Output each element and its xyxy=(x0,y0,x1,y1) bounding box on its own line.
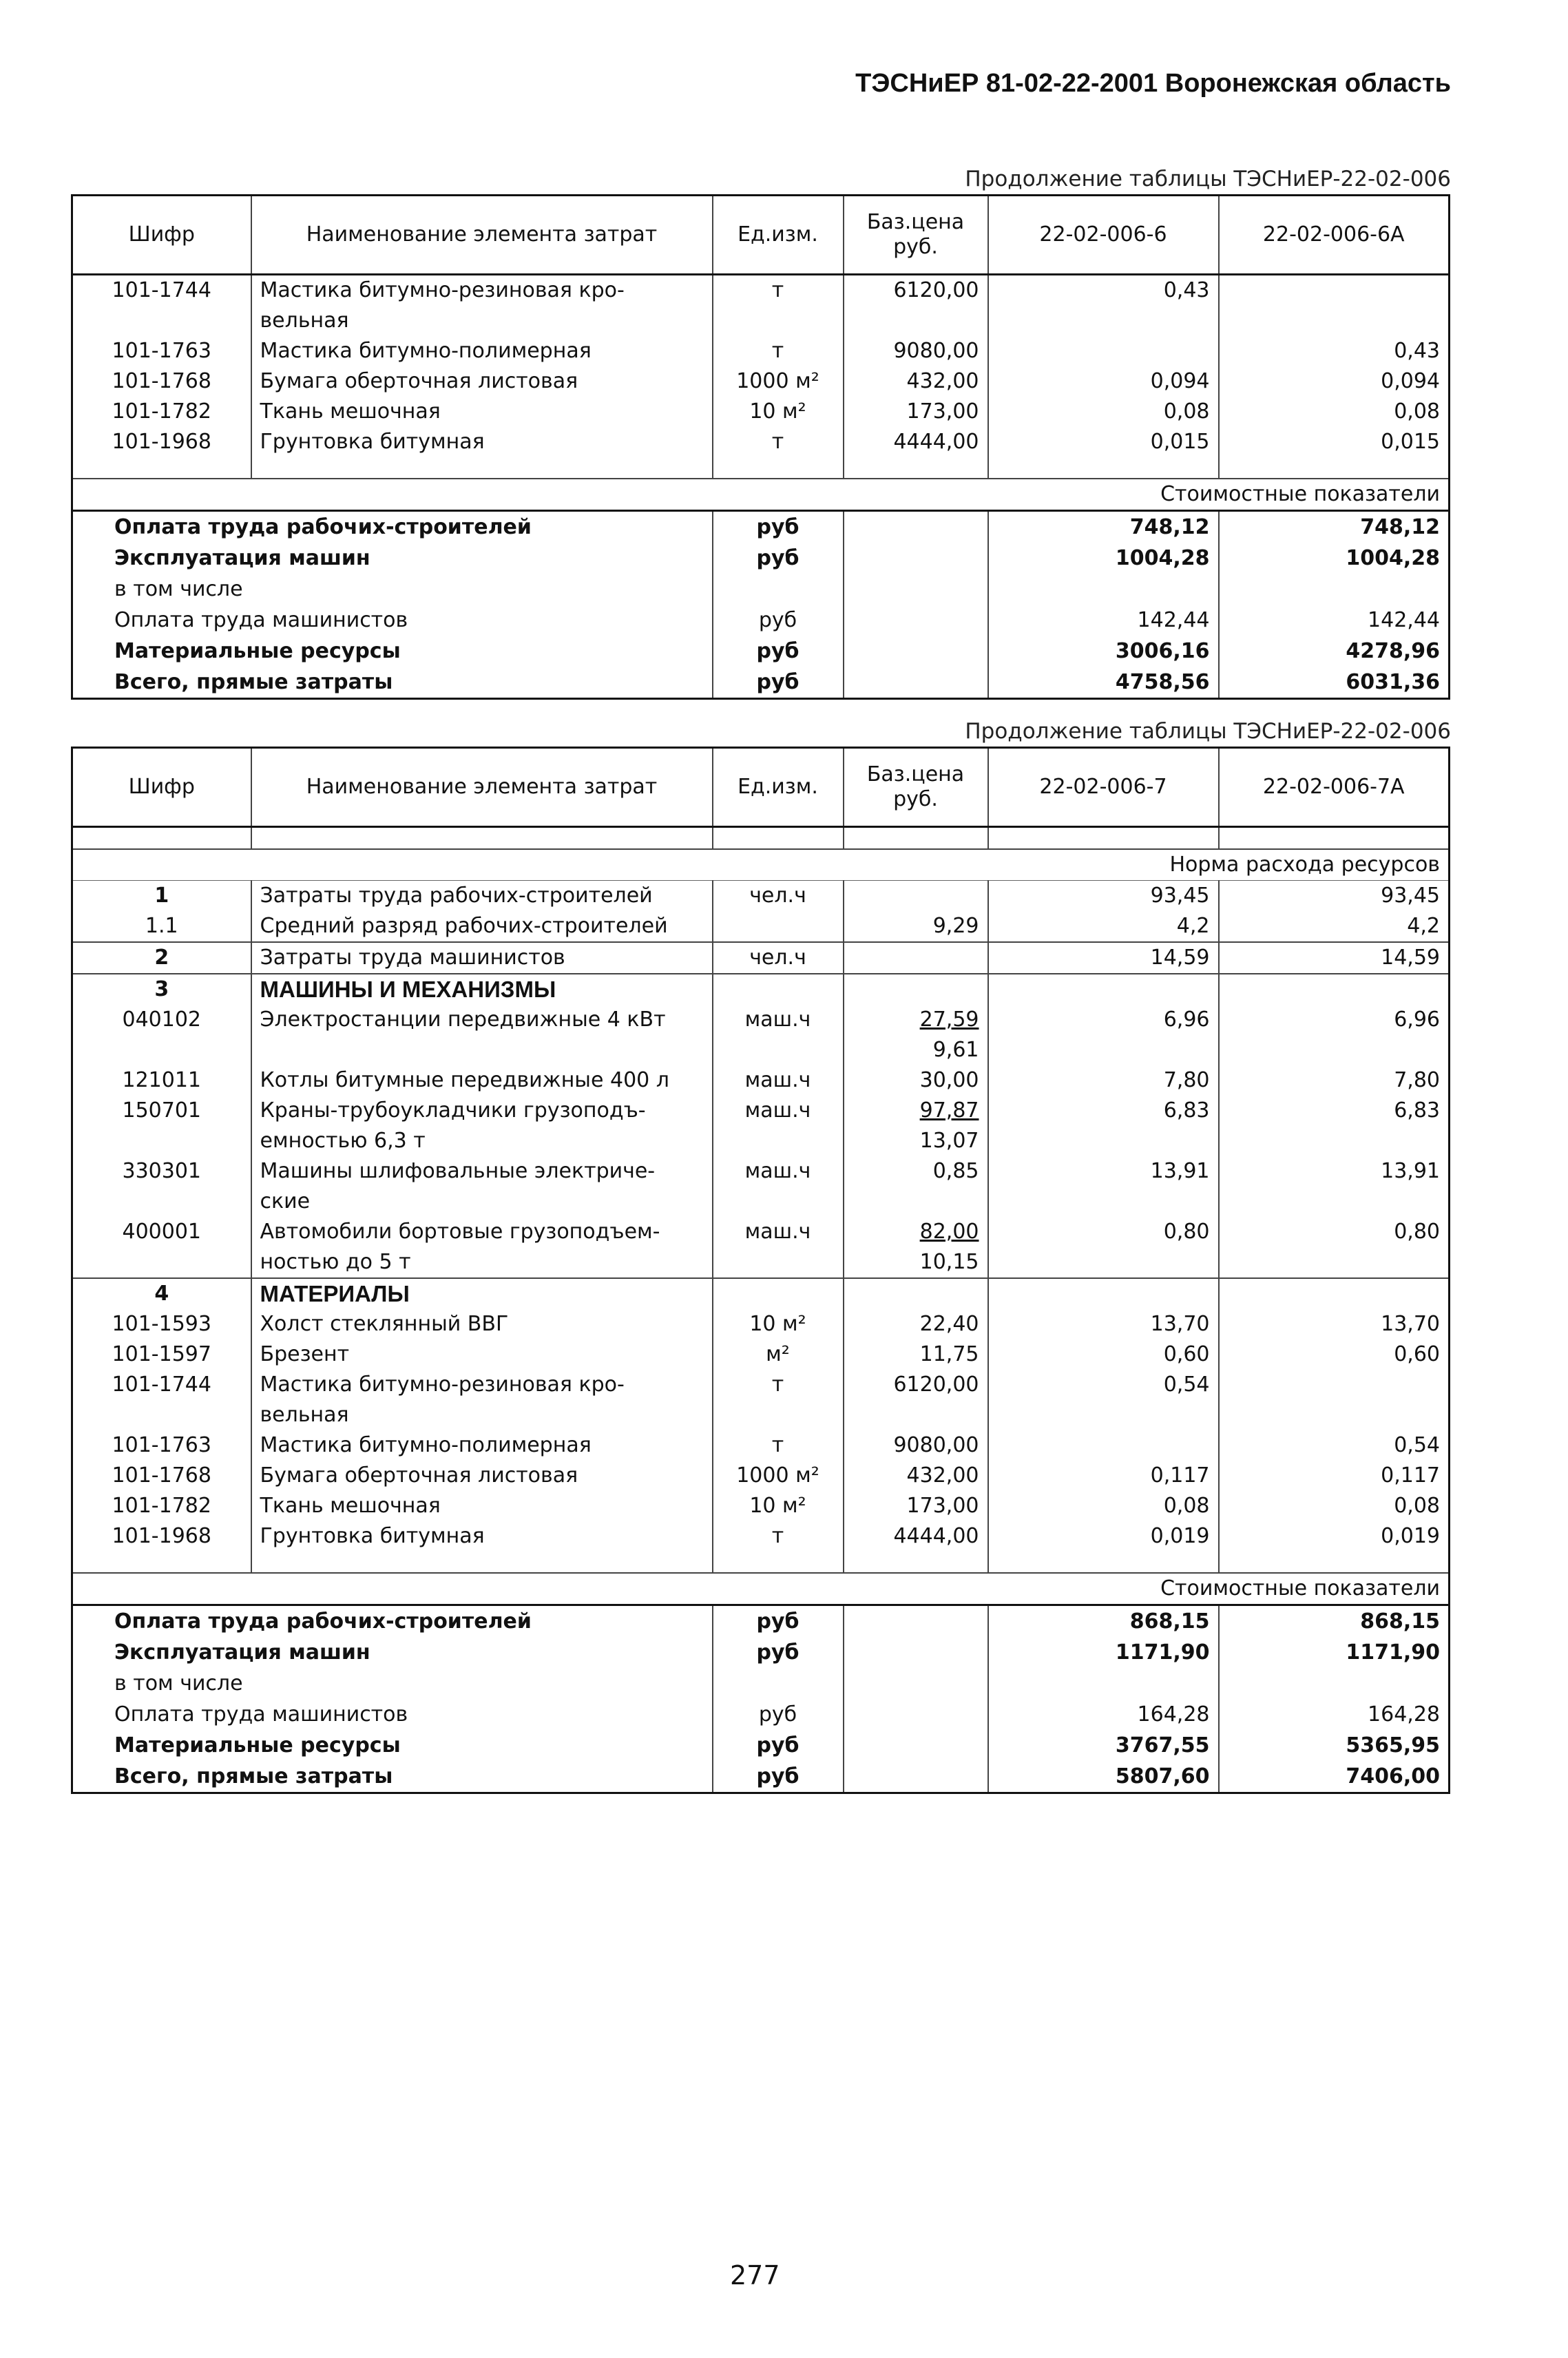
column-header: Баз.цена руб. xyxy=(844,748,988,827)
price-cell xyxy=(844,1278,988,1309)
total-name: Материальные ресурсы xyxy=(72,1730,713,1761)
value-cell: 4,2 xyxy=(1407,914,1440,938)
table-row xyxy=(72,1278,1450,1309)
column-header: 22-02-006-7 xyxy=(988,748,1219,827)
unit-cell: руб xyxy=(713,1730,844,1761)
code-cell: 101-1763 xyxy=(72,1430,251,1461)
price-cell xyxy=(844,1637,988,1668)
total-name: Оплата труда рабочих-строителей xyxy=(72,1605,713,1638)
price-cell: 30,00 xyxy=(844,1065,988,1096)
price-secondary: 10,15 xyxy=(919,1250,979,1274)
price-value: 27,59 xyxy=(919,1008,979,1032)
code-cell: 101-1768 xyxy=(72,1461,251,1491)
value-cell: 0,094 xyxy=(988,366,1219,397)
unit-cell: 10 м² xyxy=(713,397,844,427)
value-cell: 748,12 xyxy=(988,511,1219,543)
unit-cell: руб xyxy=(713,543,844,574)
name-cell: Краны-трубоукладчики грузоподъ- емностью 6,3 т xyxy=(251,1096,713,1156)
table-row xyxy=(72,275,1450,337)
price-cell: 9080,00 xyxy=(844,1430,988,1461)
section-label: Норма расхода ресурсов xyxy=(72,849,1450,881)
value-cell: 0,117 xyxy=(988,1461,1219,1491)
value-cell: 0,80 xyxy=(988,1217,1219,1278)
code-cell: 101-1763 xyxy=(72,336,251,366)
price-cell: 22,40 xyxy=(844,1309,988,1339)
total-row xyxy=(72,543,1450,574)
empty-cell xyxy=(72,827,251,850)
name-cell: Мастика битумно-резиновая кро- вельная xyxy=(251,1370,713,1430)
value-cell: 0,80 xyxy=(1394,1220,1440,1244)
unit-cell: чел.ч xyxy=(713,942,844,974)
unit-cell: чел.ч xyxy=(713,881,844,912)
value-cell: 5807,60 xyxy=(988,1761,1219,1793)
price-cell xyxy=(844,881,988,912)
price-cell: 432,00 xyxy=(844,366,988,397)
name-cell: Электростанции передвижные 4 кВт xyxy=(251,1005,713,1065)
price-cell: 4444,00 xyxy=(844,1521,988,1552)
table-row xyxy=(72,881,1450,912)
price-cell: 6120,00 xyxy=(844,1370,988,1430)
name-cell: Бумага оберточная листовая xyxy=(251,1461,713,1491)
price-cell: 11,75 xyxy=(844,1339,988,1370)
total-row xyxy=(72,511,1450,543)
name-cell: Брезент xyxy=(251,1339,713,1370)
price-cell xyxy=(844,574,988,605)
value-cell: 1171,90 xyxy=(1346,1640,1440,1665)
unit-cell: 10 м² xyxy=(713,1309,844,1339)
value-cell: 4,2 xyxy=(988,911,1219,942)
empty-cell xyxy=(1219,1552,1450,1573)
name-cell: Ткань мешочная xyxy=(251,1491,713,1521)
value-cell xyxy=(988,974,1219,1005)
table-row xyxy=(72,942,1450,974)
total-row xyxy=(72,574,1450,605)
name-cell: Машины шлифовальные электриче- ские xyxy=(251,1156,713,1217)
table-row xyxy=(72,1521,1450,1552)
table2-body xyxy=(72,827,1450,1793)
value-cell: 1171,90 xyxy=(988,1637,1219,1668)
unit-cell: м² xyxy=(713,1339,844,1370)
value-cell: 0,094 xyxy=(1381,369,1440,393)
empty-cell xyxy=(72,457,251,479)
value-cell: 93,45 xyxy=(988,881,1219,912)
unit-cell: руб xyxy=(713,636,844,667)
empty-cell xyxy=(713,457,844,479)
value-cell xyxy=(1219,1278,1450,1309)
unit-cell: руб xyxy=(713,667,844,699)
value-cell xyxy=(988,1278,1219,1309)
total-name: Эксплуатация машин xyxy=(72,543,713,574)
unit-cell: т xyxy=(713,1521,844,1552)
code-cell: 101-1968 xyxy=(72,1521,251,1552)
value-cell: 164,28 xyxy=(988,1699,1219,1730)
value-cell: 0,54 xyxy=(988,1370,1219,1430)
value-cell: 0,43 xyxy=(1394,339,1440,363)
value-cell xyxy=(988,574,1219,605)
value-cell: 164,28 xyxy=(1368,1702,1440,1726)
value-cell: 0,60 xyxy=(1394,1342,1440,1366)
value-cell: 13,91 xyxy=(1381,1159,1440,1183)
value-cell: 6031,36 xyxy=(1346,670,1440,694)
unit-cell xyxy=(713,974,844,1005)
name-cell: Ткань мешочная xyxy=(251,397,713,427)
price-cell xyxy=(844,511,988,543)
value-cell xyxy=(988,1430,1219,1461)
table-row xyxy=(72,1065,1450,1096)
total-name: в том числе xyxy=(72,574,713,605)
price-value: 97,87 xyxy=(919,1098,979,1123)
value-cell: 142,44 xyxy=(1368,608,1440,632)
value-cell: 0,117 xyxy=(1381,1463,1440,1488)
table-row xyxy=(72,1309,1450,1339)
table-row xyxy=(72,974,1450,1005)
unit-cell: руб xyxy=(713,1637,844,1668)
value-cell: 6,83 xyxy=(988,1096,1219,1156)
table2 xyxy=(71,747,1450,1794)
value-cell: 0,54 xyxy=(1394,1433,1440,1457)
name-cell: Котлы битумные передвижные 400 л xyxy=(251,1065,713,1096)
unit-cell: маш.ч xyxy=(713,1217,844,1278)
unit-cell: маш.ч xyxy=(713,1096,844,1156)
price-cell: 173,00 xyxy=(844,1491,988,1521)
price-cell xyxy=(844,636,988,667)
price-cell xyxy=(844,1005,988,1065)
unit-cell: маш.ч xyxy=(713,1005,844,1065)
name-cell: Бумага оберточная листовая xyxy=(251,366,713,397)
unit-cell xyxy=(713,574,844,605)
column-header: Баз.цена руб. xyxy=(844,196,988,275)
spacer-row xyxy=(72,1552,1450,1573)
table2-caption: Продолжение таблицы ТЭСНиЕР-22-02-006 xyxy=(965,719,1451,744)
price-cell: 432,00 xyxy=(844,1461,988,1491)
price-cell xyxy=(844,942,988,974)
value-cell: 13,70 xyxy=(988,1309,1219,1339)
code-cell: 121011 xyxy=(72,1065,251,1096)
value-cell xyxy=(1219,574,1450,605)
value-cell: 93,45 xyxy=(1381,884,1440,908)
empty-cell xyxy=(72,1552,251,1573)
code-cell: 101-1768 xyxy=(72,366,251,397)
code-cell: 1 xyxy=(72,881,251,912)
unit-cell: 10 м² xyxy=(713,1491,844,1521)
table-row xyxy=(72,1096,1450,1156)
section-label-row xyxy=(72,849,1450,881)
total-name: Оплата труда рабочих-строителей xyxy=(72,511,713,543)
table2-header-row xyxy=(72,748,1450,827)
unit-cell: 1000 м² xyxy=(713,1461,844,1491)
total-name: Материальные ресурсы xyxy=(72,636,713,667)
value-cell: 0,43 xyxy=(988,275,1219,337)
empty-cell xyxy=(251,1552,713,1573)
table1-caption: Продолжение таблицы ТЭСНиЕР-22-02-006 xyxy=(965,167,1451,191)
total-row xyxy=(72,1605,1450,1638)
price-cell xyxy=(844,1699,988,1730)
total-name: Оплата труда машинистов xyxy=(72,605,713,636)
value-cell: 6,96 xyxy=(988,1005,1219,1065)
table-row xyxy=(72,1461,1450,1491)
code-cell: 150701 xyxy=(72,1096,251,1156)
column-header: Шифр xyxy=(72,196,251,275)
code-cell: 101-1597 xyxy=(72,1339,251,1370)
unit-cell: т xyxy=(713,275,844,337)
name-cell: Грунтовка битумная xyxy=(251,427,713,457)
price-cell: 6120,00 xyxy=(844,275,988,337)
value-cell: 0,015 xyxy=(1381,430,1440,454)
table1 xyxy=(71,194,1450,700)
empty-cell xyxy=(844,1552,988,1573)
empty-cell xyxy=(844,827,988,850)
name-cell: Холст стеклянный ВВГ xyxy=(251,1309,713,1339)
unit-cell: руб xyxy=(713,1699,844,1730)
table-row xyxy=(72,1217,1450,1278)
value-cell: 0,08 xyxy=(988,397,1219,427)
column-header: 22-02-006-6 xyxy=(988,196,1219,275)
spacer-row xyxy=(72,827,1450,850)
unit-cell: маш.ч xyxy=(713,1156,844,1217)
total-name: Всего, прямые затраты xyxy=(72,667,713,699)
code-cell: 1.1 xyxy=(72,911,251,942)
price-cell xyxy=(844,605,988,636)
value-cell: 0,019 xyxy=(988,1521,1219,1552)
name-cell: МАШИНЫ И МЕХАНИЗМЫ xyxy=(251,974,713,1005)
value-cell: 13,91 xyxy=(988,1156,1219,1217)
table-row xyxy=(72,1339,1450,1370)
total-row xyxy=(72,667,1450,699)
price-cell xyxy=(844,1668,988,1699)
value-cell: 14,59 xyxy=(1219,942,1450,974)
total-row xyxy=(72,636,1450,667)
price-cell xyxy=(844,1217,988,1278)
empty-cell xyxy=(1219,457,1450,479)
total-name: Эксплуатация машин xyxy=(72,1637,713,1668)
price-cell xyxy=(844,1096,988,1156)
name-cell: Затраты труда машинистов xyxy=(251,942,713,974)
empty-cell xyxy=(844,457,988,479)
code-cell: 2 xyxy=(72,942,251,974)
column-header: Ед.изм. xyxy=(713,748,844,827)
table-row xyxy=(72,1491,1450,1521)
unit-cell: руб xyxy=(713,511,844,543)
table-row xyxy=(72,911,1450,942)
value-cell: 0,08 xyxy=(988,1491,1219,1521)
value-cell xyxy=(1219,1370,1450,1430)
value-cell: 6,96 xyxy=(1394,1008,1440,1032)
table-row xyxy=(72,366,1450,397)
code-cell: 101-1744 xyxy=(72,275,251,337)
price-cell: 9080,00 xyxy=(844,336,988,366)
price-value: 82,00 xyxy=(919,1220,979,1244)
unit-cell: т xyxy=(713,336,844,366)
value-cell: 868,15 xyxy=(988,1605,1219,1638)
value-cell: 13,70 xyxy=(1381,1312,1440,1336)
value-cell: 868,15 xyxy=(1219,1605,1450,1638)
total-row xyxy=(72,1637,1450,1668)
table-row xyxy=(72,1156,1450,1217)
code-cell: 101-1593 xyxy=(72,1309,251,1339)
price-cell xyxy=(844,1761,988,1793)
price-cell xyxy=(844,1730,988,1761)
price-cell xyxy=(844,974,988,1005)
value-cell: 142,44 xyxy=(988,605,1219,636)
total-name: в том числе xyxy=(72,1668,713,1699)
table-row xyxy=(72,336,1450,366)
name-cell: Автомобили бортовые грузоподъем- ностью до 5 т xyxy=(251,1217,713,1278)
spacer-row xyxy=(72,457,1450,479)
unit-cell: т xyxy=(713,427,844,457)
code-cell: 400001 xyxy=(72,1217,251,1278)
table-row xyxy=(72,1430,1450,1461)
code-cell: 4 xyxy=(72,1278,251,1309)
total-row xyxy=(72,1730,1450,1761)
price-cell: 9,29 xyxy=(844,911,988,942)
value-cell xyxy=(1219,1668,1450,1699)
unit-cell: руб xyxy=(713,1605,844,1638)
name-cell: Мастика битумно-полимерная xyxy=(251,336,713,366)
total-row xyxy=(72,1761,1450,1793)
total-name: Оплата труда машинистов xyxy=(72,1699,713,1730)
unit-cell: руб xyxy=(713,605,844,636)
value-cell: 6,83 xyxy=(1394,1098,1440,1123)
table-row xyxy=(72,1005,1450,1065)
value-cell: 1004,28 xyxy=(988,543,1219,574)
empty-cell xyxy=(988,1552,1219,1573)
value-cell: 7,80 xyxy=(1394,1068,1440,1092)
unit-cell xyxy=(713,1278,844,1309)
unit-cell: 1000 м² xyxy=(713,366,844,397)
unit-cell: т xyxy=(713,1370,844,1430)
code-cell: 330301 xyxy=(72,1156,251,1217)
price-cell: 0,85 xyxy=(844,1156,988,1217)
empty-cell xyxy=(713,1552,844,1573)
table1-header-row xyxy=(72,196,1450,275)
empty-cell xyxy=(713,827,844,850)
value-cell: 0,019 xyxy=(1381,1524,1440,1548)
total-row xyxy=(72,605,1450,636)
code-cell: 101-1782 xyxy=(72,397,251,427)
value-cell: 0,015 xyxy=(988,427,1219,457)
price-secondary: 13,07 xyxy=(919,1129,979,1153)
code-cell: 101-1968 xyxy=(72,427,251,457)
value-cell xyxy=(988,336,1219,366)
value-cell xyxy=(1219,275,1450,337)
value-cell: 4758,56 xyxy=(988,667,1219,699)
column-header: 22-02-006-7А xyxy=(1219,748,1450,827)
empty-cell xyxy=(251,457,713,479)
section-label-row xyxy=(72,479,1450,511)
page-number: 277 xyxy=(730,2260,780,2291)
unit-cell xyxy=(713,1668,844,1699)
column-header: Наименование элемента затрат xyxy=(251,196,713,275)
code-cell: 3 xyxy=(72,974,251,1005)
value-cell: 3767,55 xyxy=(988,1730,1219,1761)
name-cell: МАТЕРИАЛЫ xyxy=(251,1278,713,1309)
price-cell xyxy=(844,667,988,699)
empty-cell xyxy=(988,827,1219,850)
column-header: Ед.изм. xyxy=(713,196,844,275)
code-cell: 101-1744 xyxy=(72,1370,251,1430)
value-cell: 1004,28 xyxy=(1346,546,1440,570)
empty-cell xyxy=(251,827,713,850)
column-header: Наименование элемента затрат xyxy=(251,748,713,827)
price-cell xyxy=(844,543,988,574)
name-cell: Грунтовка битумная xyxy=(251,1521,713,1552)
value-cell: 4278,96 xyxy=(1346,639,1440,663)
price-cell xyxy=(844,1605,988,1638)
name-cell: Затраты труда рабочих-строителей xyxy=(251,881,713,912)
value-cell: 748,12 xyxy=(1219,511,1450,543)
value-cell: 3006,16 xyxy=(988,636,1219,667)
empty-cell xyxy=(1219,827,1450,850)
value-cell: 7406,00 xyxy=(1346,1764,1440,1788)
value-cell xyxy=(1219,974,1450,1005)
section-label: Стоимостные показатели xyxy=(72,1573,1450,1605)
unit-cell: маш.ч xyxy=(713,1065,844,1096)
value-cell: 14,59 xyxy=(988,942,1219,974)
column-header: 22-02-006-6А xyxy=(1219,196,1450,275)
value-cell: 0,60 xyxy=(988,1339,1219,1370)
section-label: Стоимостные показатели xyxy=(72,479,1450,511)
value-cell: 5365,95 xyxy=(1346,1733,1440,1757)
price-cell: 4444,00 xyxy=(844,427,988,457)
table-row xyxy=(72,397,1450,427)
section-label-row xyxy=(72,1573,1450,1605)
name-cell: Мастика битумно-резиновая кро- вельная xyxy=(251,275,713,337)
name-cell: Мастика битумно-полимерная xyxy=(251,1430,713,1461)
value-cell: 7,80 xyxy=(988,1065,1219,1096)
code-cell: 040102 xyxy=(72,1005,251,1065)
table1-body xyxy=(72,275,1450,699)
table-row xyxy=(72,1370,1450,1430)
value-cell: 0,08 xyxy=(1394,399,1440,424)
total-row xyxy=(72,1699,1450,1730)
unit-cell xyxy=(713,911,844,942)
column-header: Шифр xyxy=(72,748,251,827)
price-cell: 173,00 xyxy=(844,397,988,427)
total-row xyxy=(72,1668,1450,1699)
name-cell: Средний разряд рабочих-строителей xyxy=(251,911,713,942)
table-row xyxy=(72,427,1450,457)
unit-cell: т xyxy=(713,1430,844,1461)
value-cell: 0,08 xyxy=(1394,1494,1440,1518)
empty-cell xyxy=(988,457,1219,479)
price-secondary: 9,61 xyxy=(932,1038,979,1062)
document-header: ТЭСНиЕР 81-02-22-2001 Воронежская область xyxy=(855,69,1451,98)
code-cell: 101-1782 xyxy=(72,1491,251,1521)
total-name: Всего, прямые затраты xyxy=(72,1761,713,1793)
value-cell xyxy=(988,1668,1219,1699)
unit-cell: руб xyxy=(713,1761,844,1793)
